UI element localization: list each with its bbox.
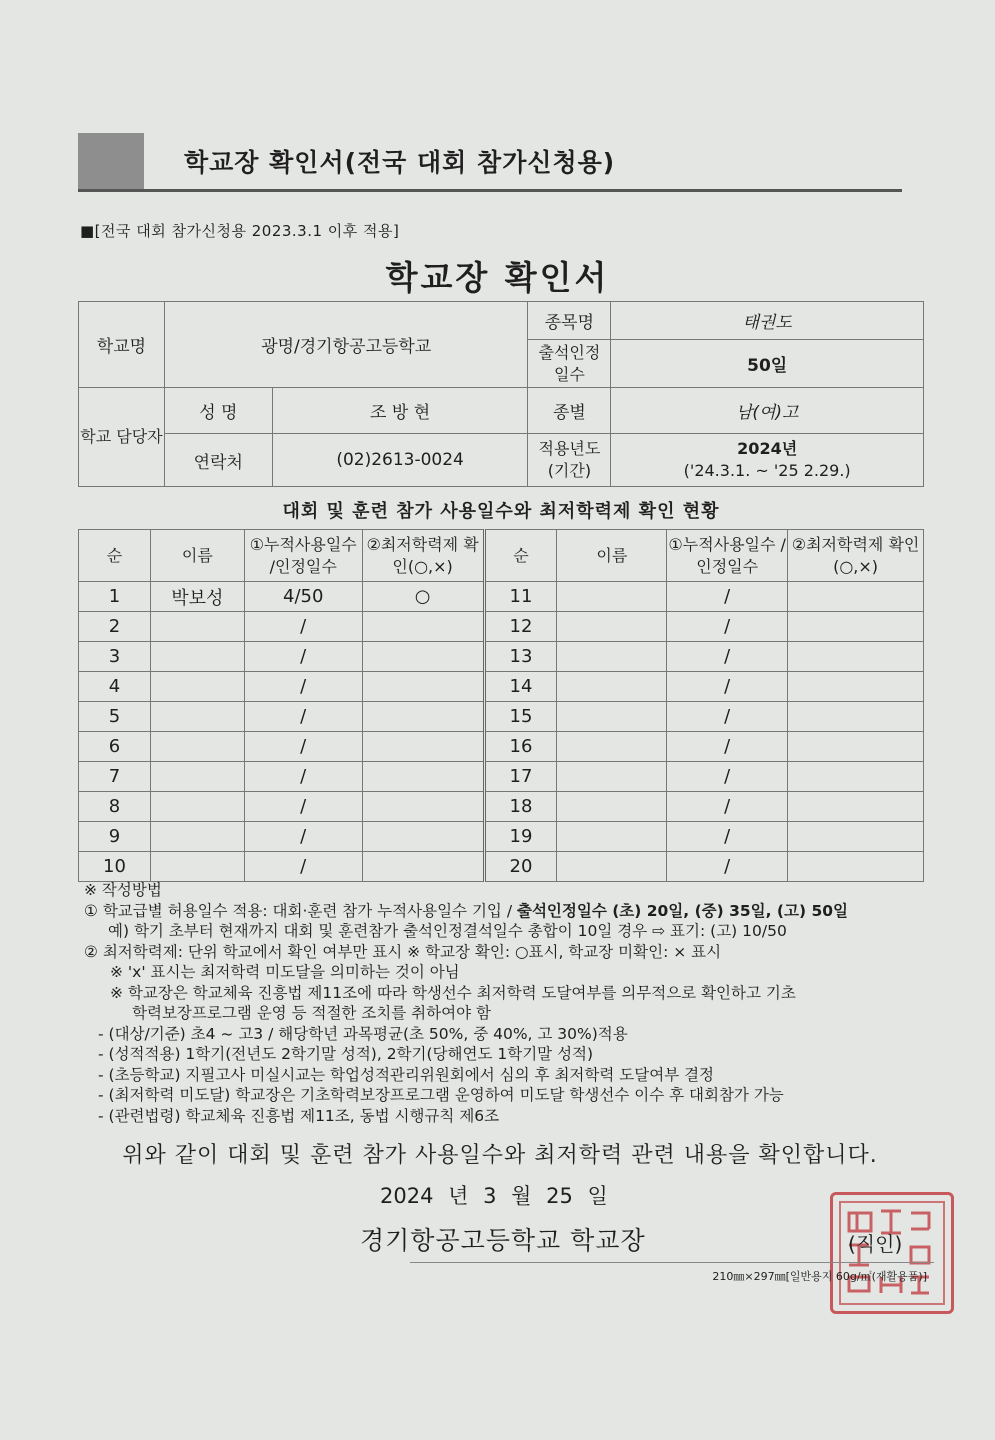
cell-no: 10 (79, 852, 151, 882)
cell-no: 15 (484, 702, 557, 732)
cell-name (150, 852, 244, 882)
cell-no: 13 (484, 642, 557, 672)
contact-value: (02)2613-0024 (272, 434, 528, 487)
guide-line: - (관련법령) 학교체육 진흥법 제11조, 동법 시행규칙 제6조 (98, 1106, 500, 1125)
year-value: 2024년 (737, 439, 798, 458)
table-row (79, 582, 924, 612)
apply-note: ■[전국 대회 참가신청용 2023.3.1 이후 적용] (80, 222, 400, 240)
cell-no: 3 (79, 642, 151, 672)
cell-mark (788, 822, 924, 852)
document-title: 학교장 확인서 (385, 258, 610, 297)
cell-mark (788, 792, 924, 822)
cell-name (557, 642, 667, 672)
table-row (79, 762, 924, 792)
header-days: ①누적사용일수 /인정일수 (667, 530, 788, 582)
cell-name (150, 822, 244, 852)
header-name: 이름 (150, 530, 244, 582)
cell-name (557, 582, 667, 612)
header-academic: ②최저학력제 확인(○,×) (788, 530, 924, 582)
cell-mark (788, 612, 924, 642)
guide-line: ※ 'x' 표시는 최저학력 미도달을 의미하는 것이 아님 (110, 963, 460, 981)
cell-mark (362, 762, 484, 792)
cell-mark (362, 732, 484, 762)
cell-name: 박보성 (150, 582, 244, 612)
seal-mark: (직인) (848, 1232, 903, 1256)
school-info-table (78, 301, 924, 487)
cell-no: 20 (484, 852, 557, 882)
header-no: 순 (484, 530, 557, 582)
cell-no: 7 (79, 762, 151, 792)
cell-days: / (667, 822, 788, 852)
cell-mark (788, 852, 924, 882)
guide-line: ② 최저학력제: 단위 학교에서 확인 여부만 표시 ※ 학교장 확인: ○표시, 학교장 미확인: × 표시 (84, 942, 722, 961)
cell-mark (362, 822, 484, 852)
cell-mark (788, 732, 924, 762)
participation-table (78, 529, 924, 882)
confirmation-statement: 위와 같이 대회 및 훈련 참가 사용일수와 최저학력 관련 내용을 확인합니다. (122, 1143, 878, 1168)
cell-mark (788, 582, 924, 612)
principal-signature-line: 경기항공고등학교 학교장 (360, 1226, 646, 1255)
school-label: 학교명 (79, 302, 165, 388)
cell-mark (788, 762, 924, 792)
cell-days: / (244, 792, 362, 822)
name-label: 성 명 (164, 388, 272, 434)
cell-days: / (667, 762, 788, 792)
cell-no: 1 (79, 582, 151, 612)
cell-no: 18 (484, 792, 557, 822)
cell-days: / (667, 612, 788, 642)
cell-days: / (667, 702, 788, 732)
cell-name (557, 822, 667, 852)
table-row (79, 732, 924, 762)
cell-days: / (244, 672, 362, 702)
header-academic: ②최저학력제 확인(○,×) (362, 530, 484, 582)
table-row (79, 612, 924, 642)
cell-days: / (667, 732, 788, 762)
guide-line: 학력보장프로그램 운영 등 적절한 조치를 취하여야 함 (132, 1004, 491, 1022)
period-value: ('24.3.1. ~ '25 2.29.) (683, 461, 851, 480)
cell-mark: ○ (362, 582, 484, 612)
header-gray-block (78, 133, 144, 189)
cell-days: 4/50 (244, 582, 362, 612)
guide-text: ① 학교급별 허용일수 적용: 대회·훈련 참가 누적사용일수 기입 / (84, 901, 517, 920)
cell-mark (362, 612, 484, 642)
school-name: 광명/경기항공고등학교 (164, 302, 528, 388)
cell-no: 9 (79, 822, 151, 852)
guide-line (84, 901, 934, 922)
type-label: 종별 (528, 388, 611, 434)
header-no: 순 (79, 530, 151, 582)
table-row (79, 702, 924, 732)
cell-name (557, 612, 667, 642)
cell-no: 5 (79, 702, 151, 732)
header-days: ①누적사용일수 /인정일수 (244, 530, 362, 582)
cell-name (557, 672, 667, 702)
cell-no: 6 (79, 732, 151, 762)
cell-days: / (244, 732, 362, 762)
cell-name (150, 792, 244, 822)
table-row (79, 792, 924, 822)
sport-value: 태권도 (611, 302, 924, 340)
cell-no: 12 (484, 612, 557, 642)
cell-mark (788, 642, 924, 672)
writing-guide (84, 880, 934, 1126)
type-value: 남(여)고 (611, 388, 924, 434)
cell-name (150, 702, 244, 732)
table-row (79, 672, 924, 702)
cell-days: / (667, 672, 788, 702)
header-bar (78, 133, 902, 192)
cell-no: 17 (484, 762, 557, 792)
table-row (79, 852, 924, 882)
cell-name (150, 732, 244, 762)
guide-text-bold: 출석인정일수 (초) 20일, (중) 35일, (고) 50일 (516, 901, 849, 920)
cell-name (557, 792, 667, 822)
cell-name (150, 762, 244, 792)
list-title: 대회 및 훈련 참가 사용일수와 최저학력제 확인 현황 (282, 501, 720, 522)
cell-days: / (244, 612, 362, 642)
table-row (79, 642, 924, 672)
footer-divider (410, 1262, 934, 1263)
issue-date: 2024 년 3 월 25 일 (380, 1184, 608, 1208)
cell-mark (362, 792, 484, 822)
cell-days: / (244, 822, 362, 852)
sport-label: 종목명 (528, 302, 611, 340)
cell-mark (362, 672, 484, 702)
manager-label: 학교 담당자 (79, 388, 165, 487)
cell-no: 8 (79, 792, 151, 822)
manager-name: 조 방 현 (272, 388, 528, 434)
cell-days: / (667, 852, 788, 882)
cell-days: / (244, 852, 362, 882)
cell-mark (362, 852, 484, 882)
guide-title: ※ 작성방법 (84, 881, 162, 899)
cell-days: / (667, 642, 788, 672)
year-label: 적용년도 (기간) (528, 434, 611, 487)
cell-name (150, 642, 244, 672)
cell-days: / (667, 582, 788, 612)
guide-line: ※ 학교장은 학교체육 진흥법 제11조에 따라 학생선수 최저학력 도달여부를 의무적으로 확인하고 기초 (110, 983, 796, 1002)
guide-line: - (성적적용) 1학기(전년도 2학기말 성적), 2학기(당해연도 1학기말 성적) (98, 1045, 594, 1063)
cell-no: 19 (484, 822, 557, 852)
cell-mark (362, 642, 484, 672)
cell-name (557, 702, 667, 732)
attendance-value: 50일 (611, 340, 924, 388)
cell-mark (788, 672, 924, 702)
year-cell (611, 434, 924, 487)
cell-mark (788, 702, 924, 732)
cell-name (150, 672, 244, 702)
header-name: 이름 (557, 530, 667, 582)
guide-line: - (대상/기준) 초4 ~ 고3 / 해당학년 과목평균(초 50%, 중 40%, 고 30%)적용 (98, 1024, 628, 1043)
guide-line: - (최저학력 미도달) 학교장은 기초학력보장프로그램 운영하여 미도달 학생선수 이수 후 대회참가 가능 (98, 1086, 784, 1104)
cell-days: / (244, 702, 362, 732)
contact-label: 연락처 (164, 434, 272, 487)
guide-line: 예) 학기 초부터 현재까지 대회 및 훈련참가 출석인정결석일수 총합이 10일 경우 ⇨ 표기: (고) 10/50 (108, 922, 787, 940)
attendance-label: 출석인정 일수 (528, 340, 611, 388)
paper-spec: 210㎜×297㎜[일반용지 60g/㎡(재활용품)] (712, 1270, 927, 1283)
cell-days: / (244, 642, 362, 672)
cell-no: 11 (484, 582, 557, 612)
cell-name (557, 732, 667, 762)
table-row (79, 822, 924, 852)
cell-name (150, 612, 244, 642)
guide-line: - (초등학교) 지필고사 미실시교는 학업성적관리위원회에서 심의 후 최저학력 도달여부 결정 (98, 1065, 715, 1084)
cell-no: 2 (79, 612, 151, 642)
cell-mark (362, 702, 484, 732)
header-title: 학교장 확인서(전국 대회 참가신청용) (184, 148, 616, 177)
cell-days: / (667, 792, 788, 822)
cell-no: 16 (484, 732, 557, 762)
cell-no: 4 (79, 672, 151, 702)
cell-days: / (244, 762, 362, 792)
cell-name (557, 762, 667, 792)
cell-name (557, 852, 667, 882)
cell-no: 14 (484, 672, 557, 702)
